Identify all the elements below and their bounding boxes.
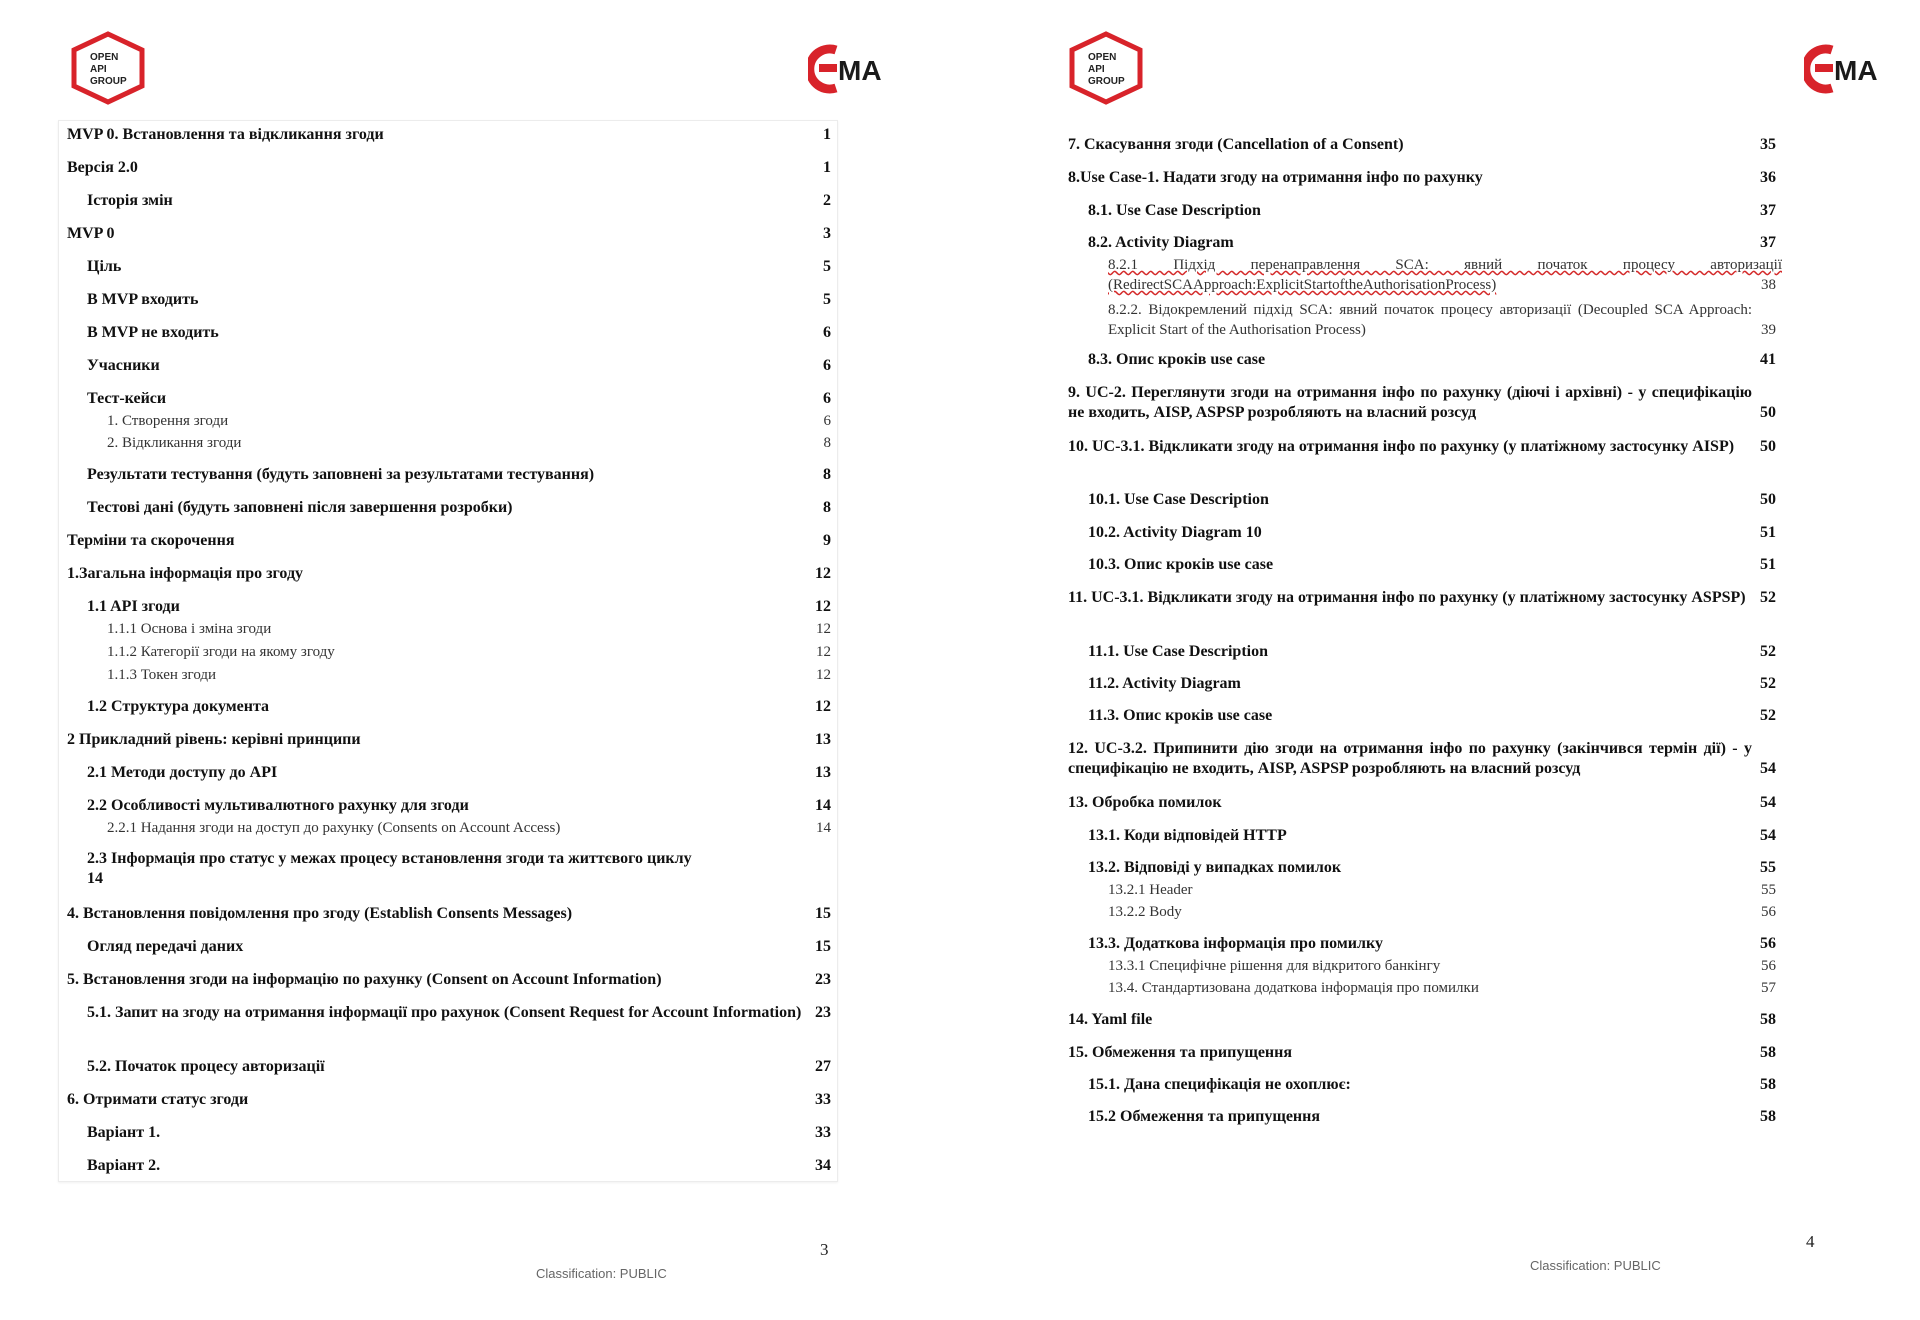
toc-entry[interactable]: 10. UC-3.1. Відкликати згоду на отримання інфо по рахунку (у платіжному застосунку AISP) 50 bbox=[1068, 438, 1776, 455]
toc-entry[interactable]: 10.1. Use Case Description 50 bbox=[1088, 491, 1776, 508]
toc-entry[interactable]: 8.2. Activity Diagram 37 bbox=[1088, 234, 1776, 251]
toc-entry[interactable]: Ціль 5 bbox=[87, 258, 831, 275]
toc-entry[interactable]: 2.1 Методи доступу до API 13 bbox=[87, 764, 831, 781]
toc-entry[interactable]: Терміни та скорочення 9 bbox=[67, 532, 831, 549]
toc-entry[interactable]: 8.Use Case-1. Надати згоду на отримання інфо по рахунку 36 bbox=[1068, 169, 1776, 186]
classification-label: Classification: PUBLIC bbox=[1530, 1258, 1661, 1273]
toc-entry[interactable]: 9. UC-2. Переглянути згоди на отримання інфо по рахунку (діючі і архівні) - у специфікацію не входить, AISP, ASPSP розробляють на власний розсуд 50 bbox=[1068, 384, 1776, 421]
toc-entry[interactable]: 15.2 Обмеження та припущення 58 bbox=[1088, 1108, 1776, 1125]
toc-entry[interactable]: MVP 0. Встановлення та відкликання згоди 1 bbox=[67, 126, 831, 143]
toc-entry[interactable]: В MVP не входить 6 bbox=[87, 324, 831, 341]
svg-text:MA: MA bbox=[1834, 55, 1878, 86]
toc-entry[interactable]: Історія змін 2 bbox=[87, 192, 831, 209]
toc-entry[interactable]: 15.1. Дана специфікація не охоплює: 58 bbox=[1088, 1076, 1776, 1093]
svg-text:GROUP: GROUP bbox=[1088, 76, 1125, 87]
toc-entry[interactable]: 13. Обробка помилок 54 bbox=[1068, 794, 1776, 811]
toc-entry[interactable]: 15. Обмеження та припущення 58 bbox=[1068, 1044, 1776, 1061]
ema-logo bbox=[808, 44, 900, 94]
toc-entry[interactable]: 13.4. Стандартизована додаткова інформація про помилки 57 bbox=[1108, 980, 1776, 996]
toc-entry[interactable]: Огляд передачі даних 15 bbox=[87, 938, 831, 955]
open-api-group-logo bbox=[68, 30, 148, 106]
toc-entry[interactable]: 8.2.1 Підхід перенаправлення SCA: явний початок процесу авторизації (RedirectSCAApproach:ExplicitStartoftheAuthorisationProcess) 38 bbox=[1108, 257, 1782, 293]
toc-entry[interactable]: 1.Загальна інформація про згоду 12 bbox=[67, 565, 831, 582]
toc-entry[interactable]: 2.2.1 Надання згоди на доступ до рахунку (Consents on Account Access) 14 bbox=[107, 820, 831, 836]
svg-text:MA: MA bbox=[838, 55, 882, 86]
toc-entry[interactable]: 2. Відкликання згоди 8 bbox=[107, 435, 831, 451]
toc-entry[interactable]: 1. Створення згоди 6 bbox=[107, 413, 831, 429]
toc-entry[interactable]: 6. Отримати статус згоди 33 bbox=[67, 1091, 831, 1108]
toc-entry[interactable]: 11.3. Опис кроків use case 52 bbox=[1088, 707, 1776, 724]
toc-entry[interactable]: 13.2.2 Body 56 bbox=[1108, 904, 1776, 920]
toc-entry[interactable]: 5. Встановлення згоди на інформацію по рахунку (Consent on Account Information) 23 bbox=[67, 971, 831, 988]
toc-entry[interactable]: Тест-кейси 6 bbox=[87, 390, 831, 407]
toc-entry[interactable]: 2.2 Особливості мультивалютного рахунку для згоди 14 bbox=[87, 797, 831, 814]
toc-entry[interactable]: 14. Yaml file 58 bbox=[1068, 1011, 1776, 1028]
svg-text:API: API bbox=[1088, 64, 1105, 75]
toc-entry[interactable]: 4. Встановлення повідомлення про згоду (Establish Consents Messages) 15 bbox=[67, 905, 831, 922]
toc-entry[interactable]: 1.1 API згоди 12 bbox=[87, 598, 831, 615]
svg-text:API: API bbox=[90, 64, 107, 75]
toc-entry[interactable]: 13.2. Відповіді у випадках помилок 55 bbox=[1088, 859, 1776, 876]
toc-entry[interactable]: Результати тестування (будуть заповнені за результатами тестування) 8 bbox=[87, 466, 831, 483]
toc-entry[interactable]: Тестові дані (будуть заповнені після завершення розробки) 8 bbox=[87, 499, 831, 516]
toc-entry[interactable]: 13.1. Коди відповідей HTTP 54 bbox=[1088, 827, 1776, 844]
toc-entry[interactable]: 2.3 Інформація про статус у межах процесу встановлення згоди та життєвого циклу 14 bbox=[87, 850, 692, 887]
toc-entry[interactable]: 5.2. Початок процесу авторизації 27 bbox=[87, 1058, 831, 1075]
table-of-contents bbox=[58, 120, 838, 1182]
svg-text:OPEN: OPEN bbox=[1088, 52, 1117, 63]
page-number: 3 bbox=[820, 1240, 829, 1259]
toc-entry[interactable]: 11.1. Use Case Description 52 bbox=[1088, 643, 1776, 660]
svg-text:OPEN: OPEN bbox=[90, 52, 119, 63]
ema-logo bbox=[1804, 44, 1896, 94]
page-number: 4 bbox=[1806, 1232, 1815, 1251]
toc-entry[interactable]: 8.1. Use Case Description 37 bbox=[1088, 202, 1776, 219]
toc-entry[interactable]: Версія 2.0 1 bbox=[67, 159, 831, 176]
toc-entry[interactable]: В MVP входить 5 bbox=[87, 291, 831, 308]
toc-entry[interactable]: 1.1.2 Категорії згоди на якому згоду 12 bbox=[107, 644, 831, 660]
toc-entry[interactable]: 10.2. Activity Diagram 10 51 bbox=[1088, 524, 1776, 541]
toc-entry[interactable]: 8.2.2. Відокремлений підхід SCA: явний початок процесу авторизації (Decoupled SCA Approach: Explicit Start of the Authorisation Process) 39 bbox=[1108, 302, 1776, 338]
toc-entry[interactable]: 1.1.3 Токен згоди 12 bbox=[107, 667, 831, 683]
svg-text:GROUP: GROUP bbox=[90, 76, 127, 87]
toc-entry[interactable]: 7. Скасування згоди (Cancellation of a Consent) 35 bbox=[1068, 136, 1776, 153]
toc-entry[interactable]: 13.3. Додаткова інформація про помилку 56 bbox=[1088, 935, 1776, 952]
toc-entry[interactable]: 11.2. Activity Diagram 52 bbox=[1088, 675, 1776, 692]
classification-label: Classification: PUBLIC bbox=[536, 1266, 667, 1281]
toc-entry[interactable]: 13.2.1 Header 55 bbox=[1108, 882, 1776, 898]
toc-entry[interactable]: 12. UC-3.2. Припинити дію згоди на отримання інфо по рахунку (закінчився термін дії) - у специфікацію не входить, AISP, ASPSP розробляють на власний розсуд 54 bbox=[1068, 740, 1776, 777]
toc-entry[interactable]: 10.3. Опис кроків use case 51 bbox=[1088, 556, 1776, 573]
toc-entry[interactable]: 1.2 Структура документа 12 bbox=[87, 698, 831, 715]
toc-entry[interactable]: Учасники 6 bbox=[87, 357, 831, 374]
toc-entry[interactable]: MVP 0 3 bbox=[67, 225, 831, 242]
toc-entry[interactable]: 2 Прикладний рівень: керівні принципи 13 bbox=[67, 731, 831, 748]
document-page-4 bbox=[960, 0, 1920, 1320]
toc-entry[interactable]: Варіант 1. 33 bbox=[87, 1124, 831, 1141]
open-api-group-logo bbox=[1066, 30, 1146, 106]
toc-entry[interactable]: 5.1. Запит на згоду на отримання інформації про рахунок (Consent Request for Account Information) 23 bbox=[87, 1004, 831, 1021]
toc-entry[interactable]: 11. UC-3.1. Відкликати згоду на отримання інфо по рахунку (у платіжному застосунку ASPSP) 52 bbox=[1068, 589, 1776, 606]
toc-entry[interactable]: 13.3.1 Специфічне рішення для відкритого банкінгу 56 bbox=[1108, 958, 1776, 974]
toc-entry[interactable]: 8.3. Опис кроків use case 41 bbox=[1088, 351, 1776, 368]
toc-entry[interactable]: 1.1.1 Основа і зміна згоди 12 bbox=[107, 621, 831, 637]
toc-entry[interactable]: Варіант 2. 34 bbox=[87, 1157, 831, 1174]
